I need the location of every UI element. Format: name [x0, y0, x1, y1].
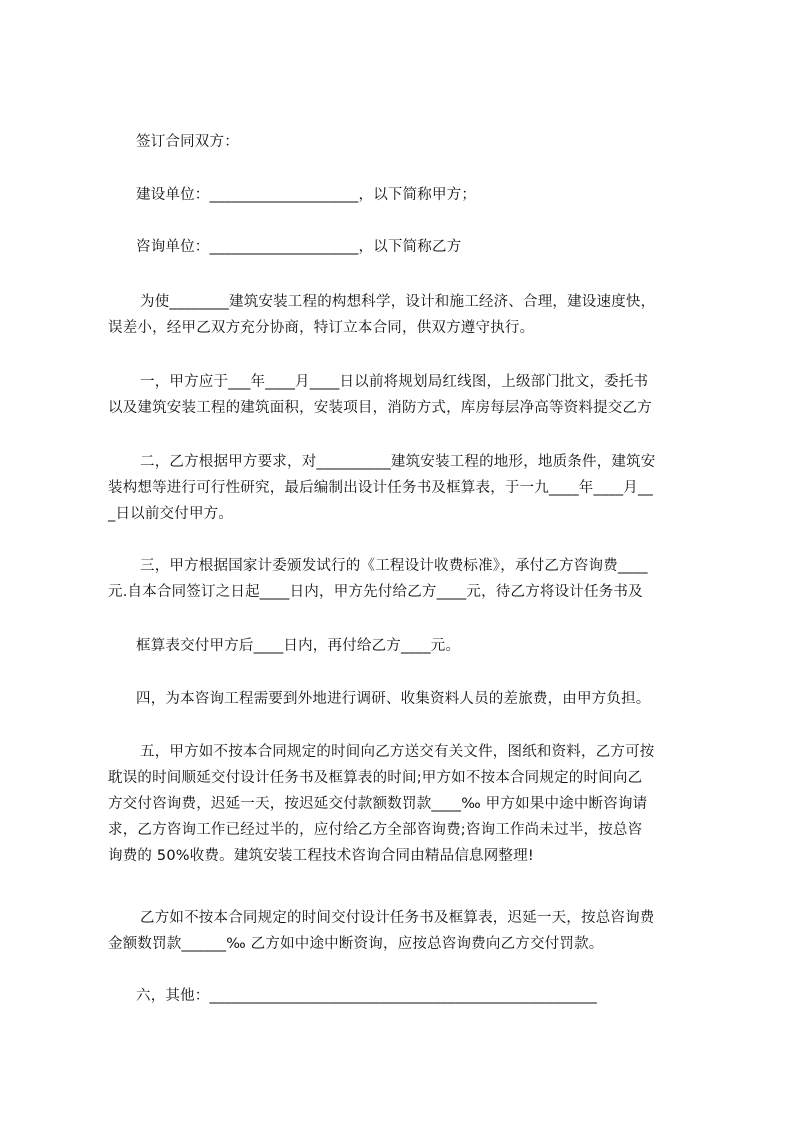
preamble-line-2: 误差小，经甲乙双方充分协商，特订立本合同，供双方遵守执行。	[108, 320, 535, 336]
clause-5-line-4: 求，乙方咨询工作已经过半的，应付给乙方全部咨询费;咨询工作尚未过半，按总咨	[108, 822, 643, 838]
clause-6-other-line: 六，其他：____________________________________________________	[136, 988, 597, 1004]
clause-2-line-2: 装构想等进行可行性研究，最后编制出设计任务书及框算表，于一九____年____月__	[108, 480, 653, 496]
clause-3-line-3: 框算表交付甲方后____日内，再付给乙方____元。	[136, 638, 461, 654]
preamble-line-1: 为使________建筑安装工程的构想科学，设计和施工经济、合理，建设速度快，	[140, 294, 656, 310]
consultant-unit-line: 咨询单位：____________________，以下简称乙方	[136, 239, 462, 255]
clause-3-line-2: 元.自本合同签订之日起____日内，甲方先付给乙方____元，待乙方将设计任务书及	[108, 584, 643, 600]
parties-heading: 签订合同双方：	[136, 134, 239, 150]
clause-2-line-1: 二，乙方根据甲方要求，对__________建筑安装工程的地形，地质条件，建筑安	[140, 454, 656, 470]
builder-unit-line: 建设单位：____________________，以下简称甲方；	[136, 187, 477, 203]
penalty-line-2: 金额数罚款______‰ 乙方如中途中断资询，应按总咨询费向乙方交付罚款。	[108, 936, 604, 952]
penalty-line-1: 乙方如不按本合同规定的时间交付设计任务书及框算表，迟延一天，按总咨询费	[140, 910, 655, 926]
clause-1-line-1: 一，甲方应于___年____月____日以前将规划局红线图，上级部门批文，委托书	[140, 374, 649, 390]
clause-5-line-1: 五，甲方如不按本合同规定的时间向乙方送交有关文件，图纸和资料，乙方可按	[140, 744, 655, 760]
clause-2-line-3: _日以前交付甲方。	[108, 506, 234, 522]
clause-1-line-2: 以及建筑安装工程的建筑面积，安装项目，消防方式，库房每层净高等资料提交乙方	[108, 400, 652, 416]
clause-5-line-2: 耽误的时间顺延交付设计任务书及框算表的时间;甲方如不按本合同规定的时间向乙	[108, 770, 643, 786]
clause-3-line-1: 三，甲方根据国家计委颁发试行的《工程设计收费标准》，承付乙方咨询费____	[140, 558, 648, 574]
clause-4-line: 四，为本咨询工程需要到外地进行调研、收集资料人员的差旅费，由甲方负担。	[136, 691, 651, 707]
clause-5-line-3: 方交付咨询费，迟延一天，按迟延交付款额数罚款____‰ 甲方如果中途中断咨询请	[108, 796, 648, 812]
clause-5-line-5: 询费的 50%收费。建筑安装工程技术咨询合同由精品信息网整理!	[108, 848, 534, 864]
